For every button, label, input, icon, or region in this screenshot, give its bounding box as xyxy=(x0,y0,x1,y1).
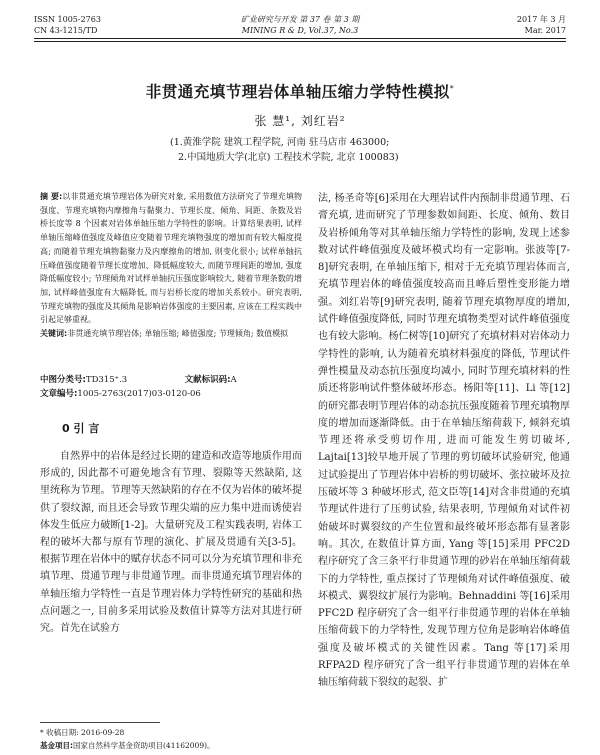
article-number-label: 文章编号: xyxy=(40,389,78,399)
clc-value: TD315⁺.3 xyxy=(85,375,128,385)
journal-date-block xyxy=(517,14,566,36)
fund-label: 基金项目: xyxy=(40,741,73,750)
article-number-value: 1005-2763(2017)03-0120-06 xyxy=(77,389,201,399)
doc-code-label: 文献标识码: xyxy=(184,375,231,385)
title-footnote-mark: * xyxy=(449,83,455,93)
affiliation-1: (1.黄淮学院 建筑工程学院, 河南 驻马店市 463000; xyxy=(170,137,390,148)
date-cn: 2017 年 3 月 xyxy=(516,15,566,24)
paper-title xyxy=(0,80,600,102)
right-column-text: 法, 杨圣奇等[6]采用在大理岩试件内预制非贯通节理、石膏充填, 进而研究了节理参数如间距、长度、倾角、数目及岩桥倾角等对其单轴压缩力学特性的影响, 发现上述参数对试件峰值强度及破坏模式均有一定影响。张波等[7-8]研究表明, 在单轴压缩下, 相对于无充填节理岩体而言, 充填节理岩体的峰值强度较高而且峰后塑性变形能力增强。刘红岩等[9]研究表明, 随着节理充填物厚度的增加, 试件峰值强度降低, 同时节理充填物类型对试件峰值强度也有较大影响。杨仁树等[10]研究了充填材料对岩体动力学特性的影响, 认为随着充填材料强度的降低, 节理试件弹性模量及动态抗压强度均减小, 同时节理充填材料的性质还将影响试件整体破坏形态。杨阳等[11]、Li 等[12]的研究都表明节理岩体的动态抗压强度随着节理充填物厚度的增加而逐渐降低。由于在单轴压缩荷载下, 倾斜充填节理还将承受剪切作用, 进而可能发生剪切破坏, Lajtai[13]较早地开展了节理的剪切破坏试验研究, 他通过试验提出了节理岩体中岩桥的剪切破坏、张拉破坏及拉压破坏等 3 种破坏形式, 范文臣等[14]对含非贯通的充填节理试件进行了压剪试验, 结果表明, 节理倾角对试件初始破坏时翼裂纹的产生位置和最终破坏形态都有显著影响。其次, 在数值计算方面, Yang 等[15]采用 PFC2D 程序研究了含三条平行非贯通节理的砂岩在单轴压缩荷载下的力学特性, 重点探讨了节理倾角对试件峰值强度、破坏模式、翼裂纹扩展行为影响。Behnaddini 等[16]采用 PFC2D 程序研究了含一组平行非贯通节理的岩体在单轴压缩荷载下的力学特性, 发现节理方位角是影响岩体峰值强度及破坏模式的关键性因素。Tang 等[17]采用 RFPA2D 程序研究了含一组平行非贯通节理的岩体在单轴压缩荷载下裂纹的起裂、扩 xyxy=(318,193,570,689)
abstract xyxy=(40,190,302,341)
doc-code-value: A xyxy=(230,375,237,385)
article-number-line xyxy=(40,388,201,401)
header-rule-top xyxy=(34,38,566,39)
keywords-text: 非贯通充填节理岩体; 单轴压缩; 峰值强度; 节理倾角; 数值模拟 xyxy=(67,329,289,339)
section-heading-introduction: 0 引 言 xyxy=(62,422,100,435)
authors: 张 慧¹, 刘红岩² xyxy=(254,114,346,128)
keywords-label: 关键词: xyxy=(40,329,68,339)
affiliation-2: 2.中国地质大学(北京) 工程技术学院, 北京 100083) xyxy=(178,152,399,163)
fund-text: 国家自然科学基金资助项目(41162009)。 xyxy=(73,741,215,750)
header-rule-bottom xyxy=(34,41,566,42)
journal-name-block xyxy=(0,14,600,36)
paper-title-text: 非贯通充填节理岩体单轴压缩力学特性模拟 xyxy=(145,83,450,101)
date-en: Mar. 2017 xyxy=(524,26,566,35)
journal-name-cn: 矿业研究与开发 第 37 卷 第 3 期 xyxy=(240,15,360,24)
abstract-text: 以非贯通充填节理岩体为研究对象, 采用数值方法研究了节理充填物强度、节理充填物内摩擦角与黏聚力、节理长度、倾角、间距、条数及岩桥长度等 8 个因素对岩体单轴压缩力学特性的影响。计算结果表明, 试样单轴压缩峰值强度及峰值应变随着节理充填物强度的增加而有较大幅度提高; 而随着节理充填物黏聚力及内摩擦角的增加, 则变化很小; 试样单轴抗压峰值强度随着节理长度增加、降低幅度较大, 而随节理间距的增加, 强度降低幅度较小; 节理倾角对试样单轴抗压强度影响较大, 随着节理条数的增加, 试样峰值强度有大幅降低, 而与岩桥长度的增加关系较小。研究表明, 节理充填物的强度及其倾角是影响岩体强度的主要因素, 应该在工程实践中引起足够重视。 xyxy=(40,192,302,325)
abstract-label: 摘 要: xyxy=(40,192,63,201)
cn-number: CN 43-1215/TD xyxy=(34,26,98,35)
received-date: * 收稿日期: 2016-09-28 xyxy=(40,728,125,737)
footnote-rule xyxy=(40,722,160,723)
issn: ISSN 1005-2763 xyxy=(34,15,101,24)
introduction-text: 自然界中的岩体是经过长期的建造和改造等地质作用而形成的, 因此都不可避免地含有节理、裂隙等天然缺陷, 这里统称为节理。节理等天然缺陷的存在不仅为岩体的破坏提供了裂纹源, 而且还会导致节理尖端的应力集中进而诱使岩体发生低应力破断[1-2]。大量研究及工程实践表明, 岩体工程的破坏大都与原有节理的演化、扩展及贯通有关[3-5]。根据节理在岩体中的赋存状态不同可以分为充填节理和非充填节理、贯通节理与非贯通节理。而非贯通充填节理岩体的单轴压缩力学特性一直是节理岩体力学特性研究的基础和热点问题之一, 目前多采用试验及数值计算等方法对其进行研究。首先在试验方 xyxy=(40,451,302,635)
fund-line xyxy=(40,740,215,751)
classification-line xyxy=(40,374,237,387)
journal-name-en: MINING R & D, Vol.37, No.3 xyxy=(241,26,359,35)
clc-label: 中图分类号: xyxy=(40,375,86,385)
